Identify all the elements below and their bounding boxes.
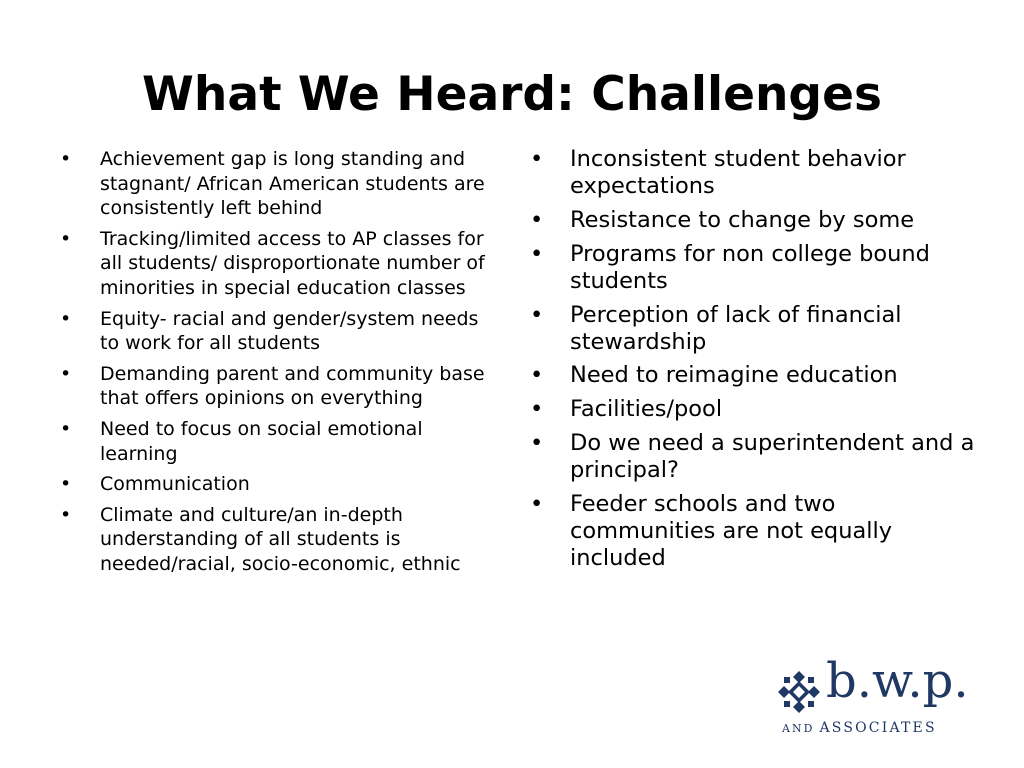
list-item xyxy=(530,430,980,484)
list-item-text: Equity- racial and gender/system needs to work for all students xyxy=(100,307,479,355)
list-item-text: Programs for non college bound students xyxy=(570,240,930,294)
list-item xyxy=(60,472,500,497)
logo-subtitle-and: AND xyxy=(782,722,815,735)
list-item-text: Feeder schools and two communities are not equally included xyxy=(570,490,893,572)
logo-wordmark: b.w.p. xyxy=(826,653,969,709)
list-item-text: Inconsistent student behavior expectations xyxy=(570,146,906,200)
bullet-icon: • xyxy=(60,227,72,250)
list-item xyxy=(60,227,500,301)
bullet-icon: • xyxy=(530,206,544,233)
list-item xyxy=(530,362,980,389)
list-item xyxy=(60,307,500,356)
list-item xyxy=(60,503,500,577)
list-item xyxy=(530,207,980,234)
company-logo xyxy=(776,655,976,740)
right-bullet-list xyxy=(530,146,980,579)
list-item-text: Climate and culture/an in-depth understanding of all students is needed/racial, socio-economic, ethnic xyxy=(100,503,461,575)
list-item-text: Achievement gap is long standing and stagnant/ African American students are consistently left behind xyxy=(100,148,485,220)
list-item-text: Facilities/pool xyxy=(570,396,723,423)
bullet-icon: • xyxy=(60,307,72,330)
knot-logo-icon xyxy=(776,669,822,715)
list-item xyxy=(530,146,980,200)
bullet-icon: • xyxy=(60,473,72,496)
list-item-text: Perception of lack of financial stewardship xyxy=(570,301,902,355)
bullet-icon: • xyxy=(530,301,544,328)
bullet-icon: • xyxy=(60,148,72,170)
list-item xyxy=(530,241,980,295)
list-item xyxy=(60,417,500,466)
list-item-text: Tracking/limited access to AP classes for all students/ disproportionate number of minorities in special education classes xyxy=(100,227,485,299)
bullet-icon: • xyxy=(530,429,544,456)
bullet-icon: • xyxy=(530,362,544,389)
list-item xyxy=(60,362,500,411)
list-item-text: Need to focus on social emotional learning xyxy=(100,417,423,465)
bullet-icon: • xyxy=(530,490,544,517)
list-item xyxy=(60,147,500,221)
left-bullet-list xyxy=(60,147,500,583)
list-item-text: Need to reimagine education xyxy=(570,362,898,389)
bullet-icon: • xyxy=(60,362,72,385)
list-item xyxy=(530,302,980,356)
bullet-icon: • xyxy=(60,417,72,440)
bullet-icon: • xyxy=(530,240,544,267)
list-item xyxy=(530,491,980,573)
list-item-text: Do we need a superintendent and a principal? xyxy=(570,429,975,484)
list-item-text: Resistance to change by some xyxy=(570,206,915,233)
logo-subtitle-associates: ASSOCIATES xyxy=(819,720,937,736)
slide-title: What We Heard: Challenges xyxy=(142,67,882,122)
bullet-icon: • xyxy=(530,396,544,423)
logo-subtitle xyxy=(782,718,937,738)
list-item-text: Communication xyxy=(100,473,250,496)
list-item-text: Demanding parent and community base that offers opinions on everything xyxy=(100,362,485,410)
bullet-icon: • xyxy=(60,503,72,526)
list-item xyxy=(530,396,980,423)
bullet-icon: • xyxy=(530,146,544,172)
